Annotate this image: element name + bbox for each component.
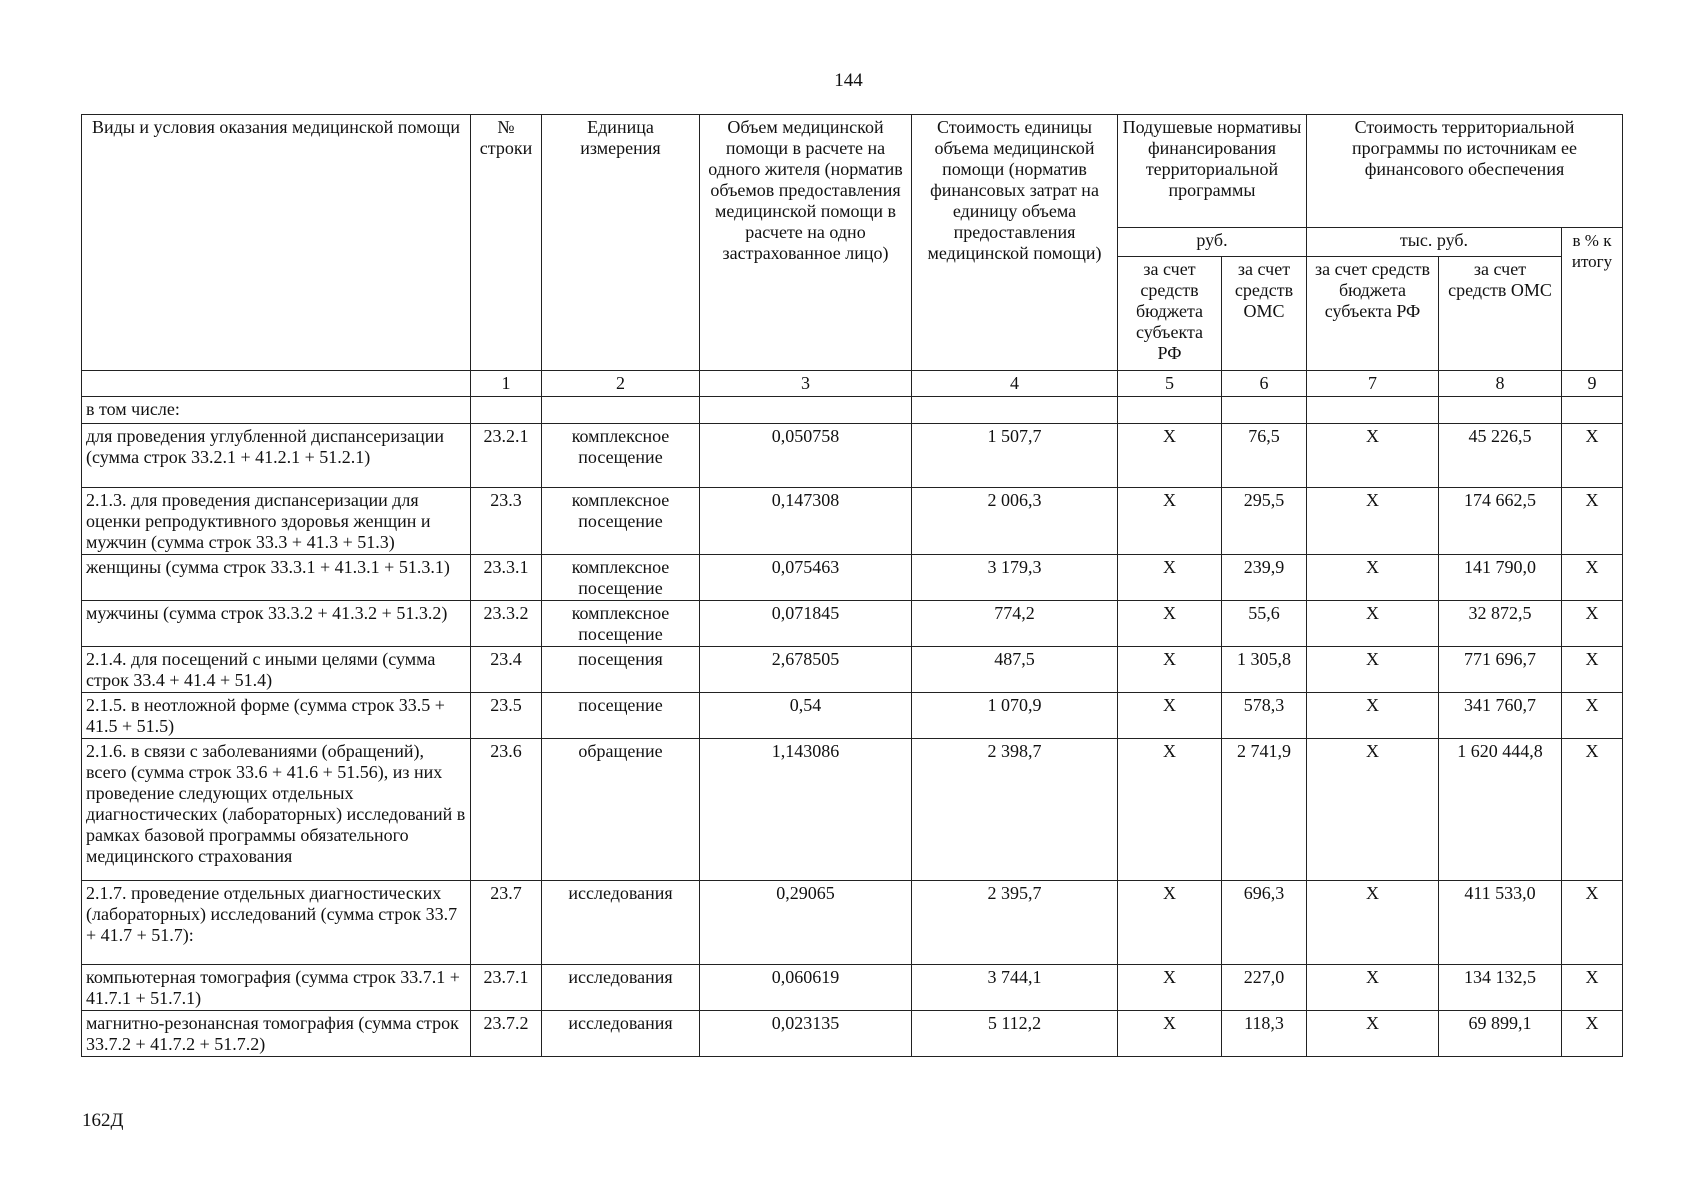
row-pct-total: X <box>1562 881 1623 965</box>
row-pct-total: X <box>1562 693 1623 739</box>
row-cost-oms: 32 872,5 <box>1439 601 1562 647</box>
row-pct-total: X <box>1562 488 1623 555</box>
row-pc-budget: X <box>1118 739 1222 881</box>
row-pc-budget: X <box>1118 965 1222 1011</box>
column-number: 1 <box>471 371 542 397</box>
row-volume: 0,050758 <box>700 424 912 488</box>
row-pc-budget: X <box>1118 601 1222 647</box>
row-pc-oms: 55,6 <box>1222 601 1307 647</box>
header-unit-cost: Стоимость единицы объема медицинской помощи (норматив финансовых затрат на единицу объема предоставления медицинской помощи) <box>912 115 1118 371</box>
row-cost-budget: X <box>1307 424 1439 488</box>
table-row <box>82 693 1623 739</box>
header-unit: Единица измерения <box>542 115 700 371</box>
column-number: 8 <box>1439 371 1562 397</box>
row-pc-oms: 2 741,9 <box>1222 739 1307 881</box>
row-unit: обращение <box>542 739 700 881</box>
table-row <box>82 739 1623 881</box>
row-name: 2.1.7. проведение отдельных диагностических (лабораторных) исследований (сумма строк 33.7 + 41.7 + 51.7): <box>82 881 471 965</box>
row-pc-oms: 118,3 <box>1222 1011 1307 1057</box>
row-pc-oms: 227,0 <box>1222 965 1307 1011</box>
row-pct-total: X <box>1562 739 1623 881</box>
row-line-number: 23.3 <box>471 488 542 555</box>
table-row <box>82 1011 1623 1057</box>
row-volume: 0,060619 <box>700 965 912 1011</box>
header-cost-group: Стоимость территориальной программы по источникам ее финансового обеспечения <box>1307 115 1623 228</box>
row-unit: исследования <box>542 965 700 1011</box>
row-cost-budget: X <box>1307 693 1439 739</box>
row-volume: 0,023135 <box>700 1011 912 1057</box>
row-volume: 0,071845 <box>700 601 912 647</box>
row-unit-cost: 487,5 <box>912 647 1118 693</box>
row-cost-oms: 411 533,0 <box>1439 881 1562 965</box>
row-cost-budget: X <box>1307 739 1439 881</box>
row-pc-oms: 295,5 <box>1222 488 1307 555</box>
row-pct-total: X <box>1562 601 1623 647</box>
row-line-number: 23.7.2 <box>471 1011 542 1057</box>
row-pc-oms: 578,3 <box>1222 693 1307 739</box>
row-name: 2.1.5. в неотложной форме (сумма строк 33.5 + 41.5 + 51.5) <box>82 693 471 739</box>
row-cost-oms: 771 696,7 <box>1439 647 1562 693</box>
row-volume: 0,54 <box>700 693 912 739</box>
row-name: мужчины (сумма строк 33.3.2 + 41.3.2 + 51.3.2) <box>82 601 471 647</box>
row-unit-cost: 1 507,7 <box>912 424 1118 488</box>
row-line-number: 23.7 <box>471 881 542 965</box>
header-volume: Объем медицинской помощи в расчете на одного жителя (норматив объемов предоставления медицинской помощи в расчете на одно застрахованное лицо) <box>700 115 912 371</box>
row-volume: 2,678505 <box>700 647 912 693</box>
row-name: 2.1.6. в связи с заболеваниями (обращений), всего (сумма строк 33.6 + 41.6 + 51.56), из них проведение следующих отдельных диагностических (лабораторных) исследований в рамках базовой программы обязательного медицинского страхования <box>82 739 471 881</box>
table-row <box>82 881 1623 965</box>
row-unit-cost: 2 398,7 <box>912 739 1118 881</box>
row-pc-budget: X <box>1118 555 1222 601</box>
row-pc-budget: X <box>1118 693 1222 739</box>
section-label: в том числе: <box>82 397 471 424</box>
header-care-type: Виды и условия оказания медицинской помощи <box>82 115 471 371</box>
row-pc-budget: X <box>1118 881 1222 965</box>
row-name: магнитно-резонансная томография (сумма строк 33.7.2 + 41.7.2 + 51.7.2) <box>82 1011 471 1057</box>
header-per-capita-group: Подушевые нормативы финансирования территориальной программы <box>1118 115 1307 228</box>
column-number: 6 <box>1222 371 1307 397</box>
header-pc-budget: за счет средств бюджета субъекта РФ <box>1118 257 1222 371</box>
row-volume: 0,147308 <box>700 488 912 555</box>
row-line-number: 23.2.1 <box>471 424 542 488</box>
row-cost-budget: X <box>1307 601 1439 647</box>
row-volume: 0,075463 <box>700 555 912 601</box>
row-unit: посещение <box>542 693 700 739</box>
header-cost-budget: за счет средств бюджета субъекта РФ <box>1307 257 1439 371</box>
table-row <box>82 555 1623 601</box>
column-number: 2 <box>542 371 700 397</box>
table-row <box>82 488 1623 555</box>
row-name: женщины (сумма строк 33.3.1 + 41.3.1 + 51.3.1) <box>82 555 471 601</box>
row-line-number: 23.3.1 <box>471 555 542 601</box>
row-cost-oms: 174 662,5 <box>1439 488 1562 555</box>
row-line-number: 23.7.1 <box>471 965 542 1011</box>
header-pct-total: в % к итогу <box>1562 228 1623 371</box>
row-cost-budget: X <box>1307 488 1439 555</box>
row-unit: комплексное посещение <box>542 488 700 555</box>
row-cost-budget: X <box>1307 1011 1439 1057</box>
row-volume: 1,143086 <box>700 739 912 881</box>
column-number: 3 <box>700 371 912 397</box>
row-pc-oms: 239,9 <box>1222 555 1307 601</box>
row-line-number: 23.4 <box>471 647 542 693</box>
row-unit-cost: 1 070,9 <box>912 693 1118 739</box>
row-pct-total: X <box>1562 1011 1623 1057</box>
row-unit-cost: 2 395,7 <box>912 881 1118 965</box>
row-pct-total: X <box>1562 647 1623 693</box>
row-unit: комплексное посещение <box>542 601 700 647</box>
row-pct-total: X <box>1562 965 1623 1011</box>
row-unit: исследования <box>542 881 700 965</box>
footer-code: 162Д <box>82 1110 124 1131</box>
header-pc-oms: за счет средств ОМС <box>1222 257 1307 371</box>
financing-table <box>81 114 1623 1057</box>
header-thousand-rub: тыс. руб. <box>1307 228 1562 257</box>
header-rub: руб. <box>1118 228 1307 257</box>
row-unit: комплексное посещение <box>542 424 700 488</box>
row-pc-budget: X <box>1118 647 1222 693</box>
table-row <box>82 424 1623 488</box>
column-number: 7 <box>1307 371 1439 397</box>
row-cost-budget: X <box>1307 965 1439 1011</box>
row-pc-budget: X <box>1118 424 1222 488</box>
row-name: компьютерная томография (сумма строк 33.7.1 + 41.7.1 + 51.7.1) <box>82 965 471 1011</box>
page-number: 144 <box>834 70 863 91</box>
row-pct-total: X <box>1562 555 1623 601</box>
column-number <box>82 371 471 397</box>
row-pc-budget: X <box>1118 488 1222 555</box>
row-name: для проведения углубленной диспансеризации (сумма строк 33.2.1 + 41.2.1 + 51.2.1) <box>82 424 471 488</box>
row-volume: 0,29065 <box>700 881 912 965</box>
column-number: 9 <box>1562 371 1623 397</box>
row-unit-cost: 3 179,3 <box>912 555 1118 601</box>
row-unit: комплексное посещение <box>542 555 700 601</box>
table-row <box>82 965 1623 1011</box>
row-unit: посещения <box>542 647 700 693</box>
row-name: 2.1.3. для проведения диспансеризации для оценки репродуктивного здоровья женщин и мужчин (сумма строк 33.3 + 41.3 + 51.3) <box>82 488 471 555</box>
row-cost-budget: X <box>1307 647 1439 693</box>
row-cost-budget: X <box>1307 881 1439 965</box>
row-unit: исследования <box>542 1011 700 1057</box>
row-line-number: 23.3.2 <box>471 601 542 647</box>
row-name: 2.1.4. для посещений с иными целями (сумма строк 33.4 + 41.4 + 51.4) <box>82 647 471 693</box>
row-line-number: 23.5 <box>471 693 542 739</box>
row-pc-budget: X <box>1118 1011 1222 1057</box>
header-line-number: № строки <box>471 115 542 371</box>
table-row <box>82 647 1623 693</box>
column-number: 4 <box>912 371 1118 397</box>
row-unit-cost: 2 006,3 <box>912 488 1118 555</box>
row-cost-oms: 69 899,1 <box>1439 1011 1562 1057</box>
row-pc-oms: 1 305,8 <box>1222 647 1307 693</box>
row-pct-total: X <box>1562 424 1623 488</box>
row-pc-oms: 76,5 <box>1222 424 1307 488</box>
row-pc-oms: 696,3 <box>1222 881 1307 965</box>
row-cost-oms: 341 760,7 <box>1439 693 1562 739</box>
column-number: 5 <box>1118 371 1222 397</box>
row-line-number: 23.6 <box>471 739 542 881</box>
row-cost-oms: 1 620 444,8 <box>1439 739 1562 881</box>
row-cost-oms: 141 790,0 <box>1439 555 1562 601</box>
row-unit-cost: 3 744,1 <box>912 965 1118 1011</box>
header-cost-oms: за счет средств ОМС <box>1439 257 1562 371</box>
row-cost-budget: X <box>1307 555 1439 601</box>
table-row <box>82 601 1623 647</box>
row-cost-oms: 45 226,5 <box>1439 424 1562 488</box>
row-cost-oms: 134 132,5 <box>1439 965 1562 1011</box>
row-unit-cost: 774,2 <box>912 601 1118 647</box>
row-unit-cost: 5 112,2 <box>912 1011 1118 1057</box>
